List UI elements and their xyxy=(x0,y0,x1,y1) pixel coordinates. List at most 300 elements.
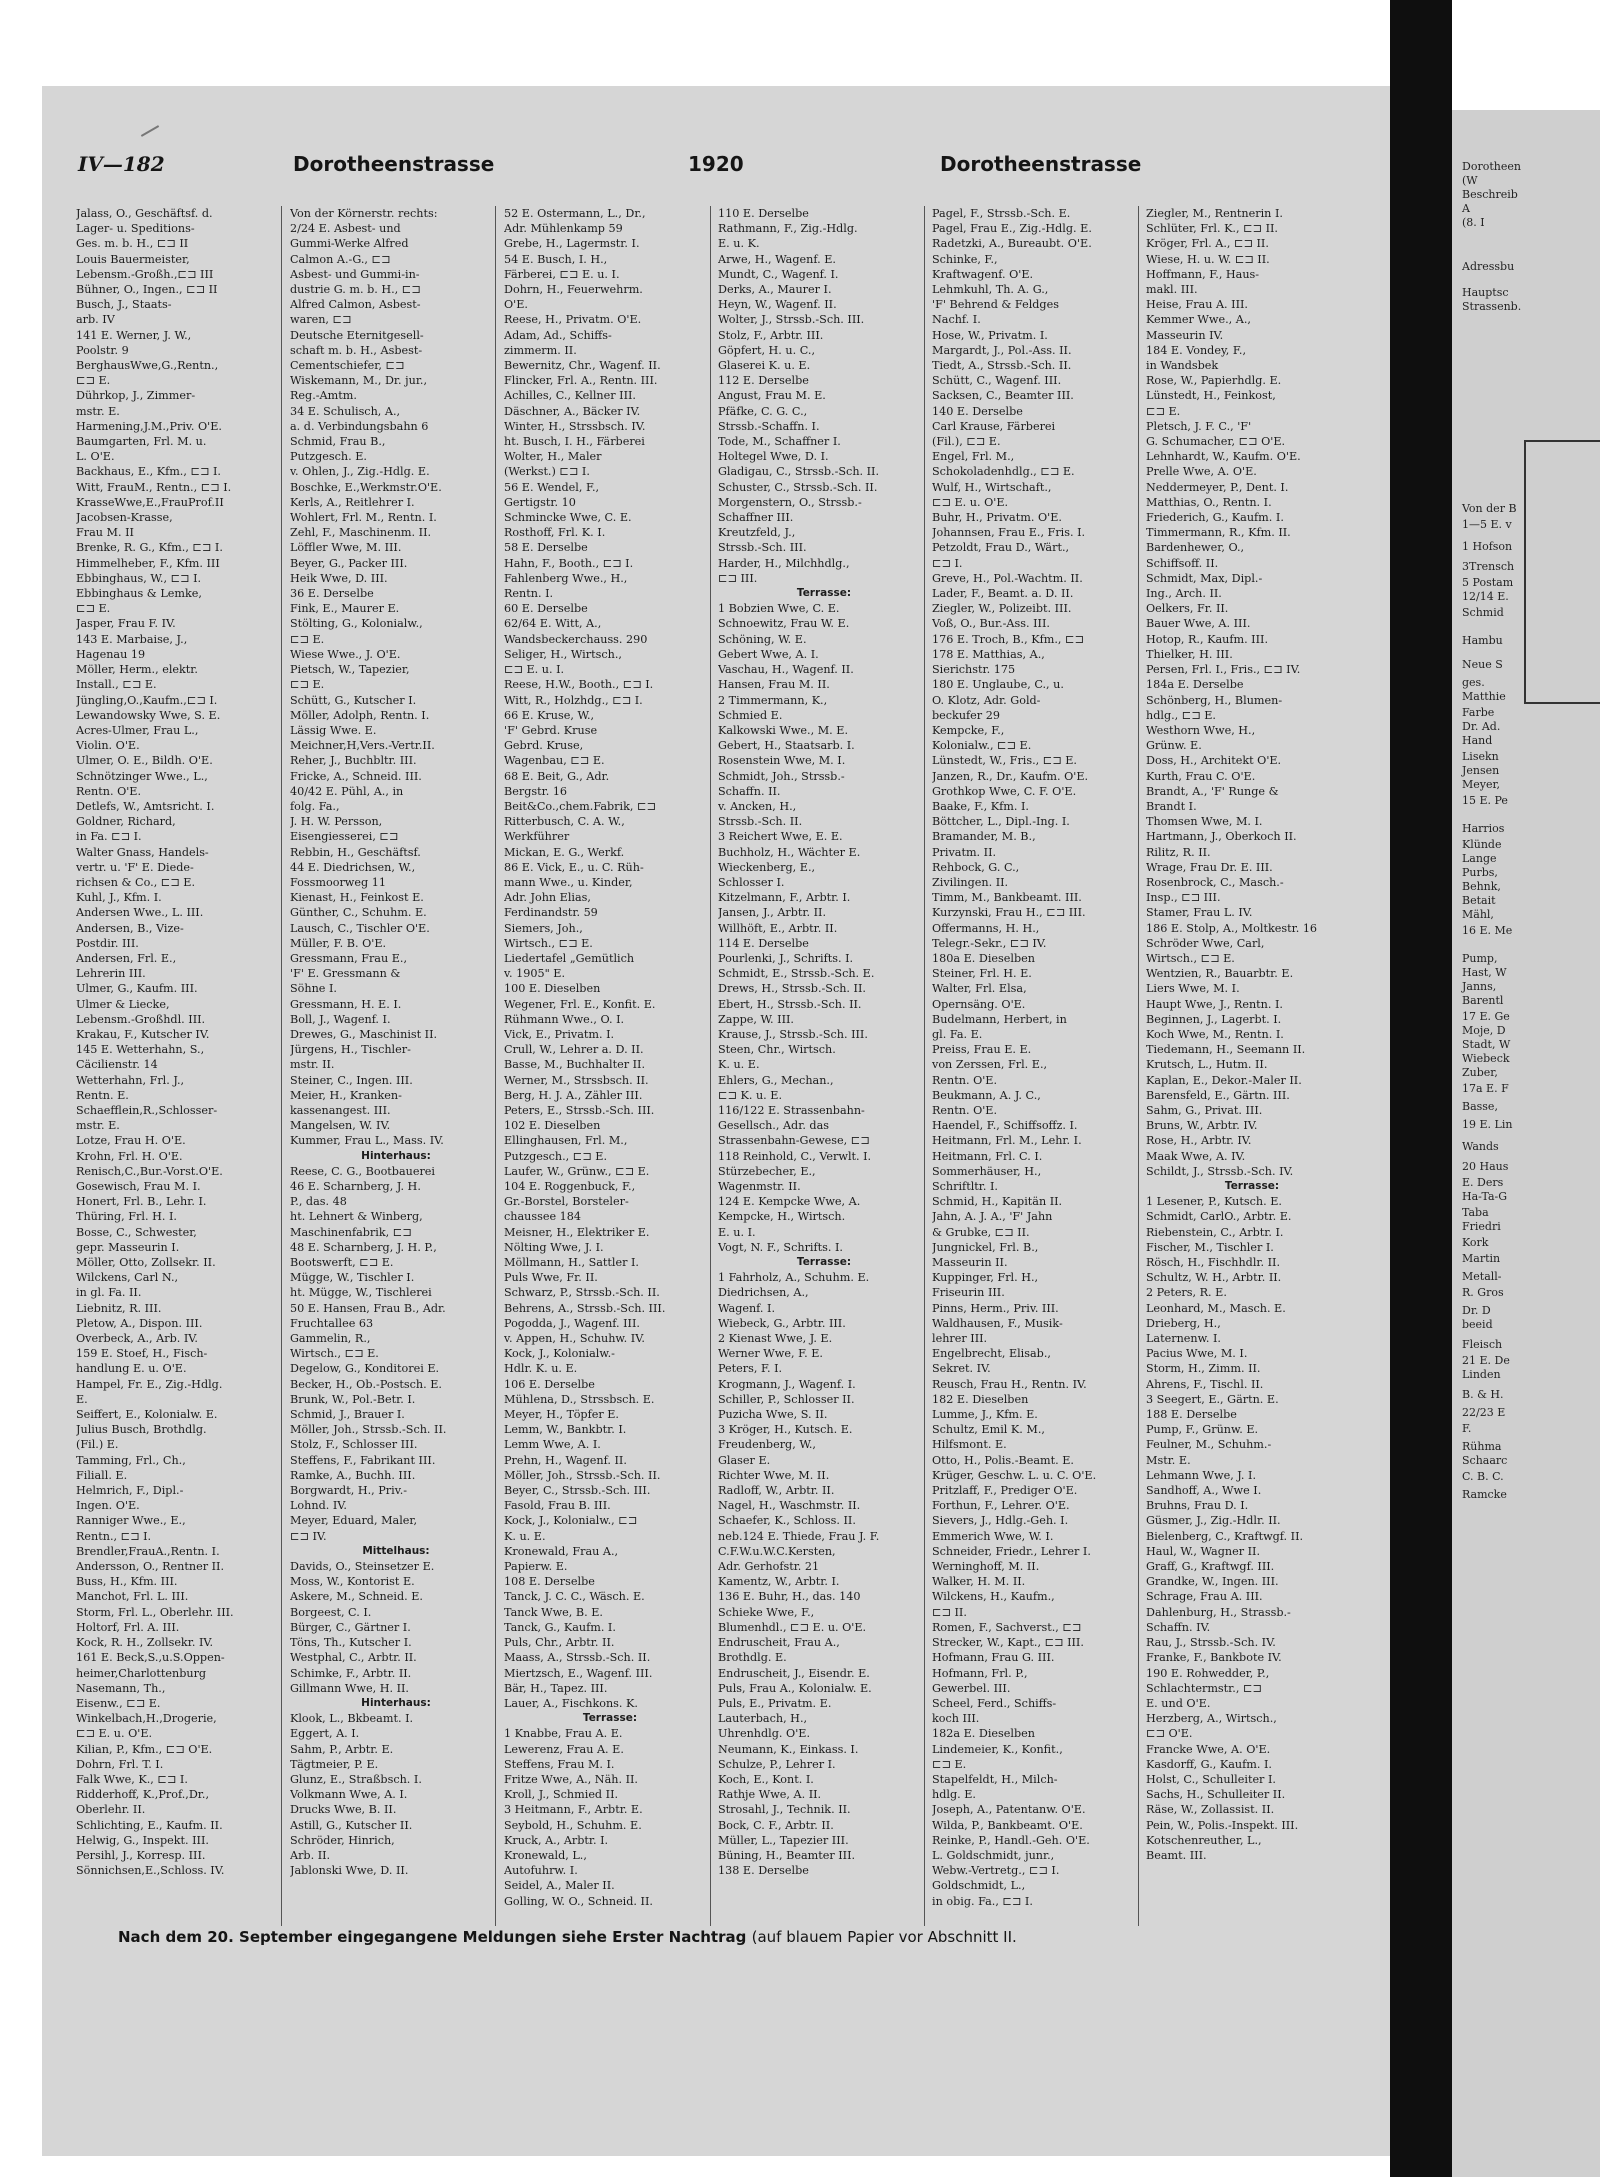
directory-entry: 110 E. Derselbe xyxy=(718,207,809,220)
directory-entry: Frau M. II xyxy=(76,526,134,540)
directory-entry: Poolstr. 9 xyxy=(76,343,129,357)
directory-entry: Overbeck, A., Arb. IV. xyxy=(76,1332,198,1346)
directory-entry: Stolz, F., Arbtr. III. xyxy=(718,328,824,342)
directory-entry: Baumgarten, Frl. M. u. xyxy=(76,435,207,449)
directory-entry: mstr. E. xyxy=(76,404,120,418)
directory-entry: Barensfeld, E., Gärtn. III. xyxy=(1146,1088,1290,1102)
directory-entry: Gebert, H., Staatsarb. I. xyxy=(718,739,855,753)
adjacent-page-line: 5 Postam xyxy=(1462,576,1514,589)
footer-note-bold: Nach dem 20. September eingegangene Meldungen siehe Erster Nachtrag xyxy=(118,1928,747,1946)
directory-column-1 xyxy=(76,206,288,1926)
directory-entry: Schöning, W. E. xyxy=(718,632,807,646)
adjacent-page-line: B. & H. xyxy=(1462,1388,1504,1401)
adjacent-page-line: Kork xyxy=(1462,1236,1489,1249)
directory-entry: E. xyxy=(76,1392,88,1406)
directory-entry: Willhöft, E., Arbtr. II. xyxy=(718,921,838,935)
directory-entry: Heyn, W., Wagenf. II. xyxy=(718,298,837,312)
directory-entry: Kasdorff, G., Kaufm. I. xyxy=(1146,1757,1272,1771)
directory-entry: Holst, C., Schulleiter I. xyxy=(1146,1772,1276,1786)
directory-entry: Ebert, H., Strssb.-Sch. II. xyxy=(718,997,862,1011)
directory-entry: waren, ⊏⊐ xyxy=(290,313,352,327)
directory-entry: Beyer, C., Strssb.-Sch. III. xyxy=(504,1484,651,1498)
directory-entry: makl. III. xyxy=(1146,283,1198,297)
directory-entry: 138 E. Derselbe xyxy=(718,1864,809,1878)
directory-entry: Beyer, G., Packer III. xyxy=(290,556,408,570)
directory-entry: 3 Heitmann, F., Arbtr. E. xyxy=(504,1803,643,1817)
directory-entry: Eisengiesserei, ⊏⊐ xyxy=(290,830,399,844)
directory-entry: Heitmann, Frl. M., Lehr. I. xyxy=(932,1134,1082,1148)
directory-entry: Tägtmeier, P. E. xyxy=(290,1757,379,1771)
directory-entry: Harmening,J.M.,Priv. O'E. xyxy=(76,419,222,433)
directory-entry: Löffler Wwe, M. III. xyxy=(290,541,402,555)
directory-entry: Sekret. IV. xyxy=(932,1362,991,1376)
directory-entry: (Werkst.) ⊏⊐ I. xyxy=(504,465,590,479)
directory-entry: Prehn, H., Wagenf. II. xyxy=(504,1453,627,1467)
adjacent-page-line: 17a E. F xyxy=(1462,1082,1509,1095)
directory-entry: Laternenw. I. xyxy=(1146,1332,1221,1346)
directory-entry: Putzgesch., ⊏⊐ E. xyxy=(504,1149,607,1163)
adjacent-page-line: Hambu xyxy=(1462,634,1503,647)
directory-entry: Kempcke, H., Wirtsch. xyxy=(718,1210,846,1224)
directory-entry: Brandt, A., 'F' Runge & xyxy=(1146,784,1279,798)
directory-entry: Kruck, A., Arbtr. I. xyxy=(504,1833,609,1847)
directory-entry: in obig. Fa., ⊏⊐ I. xyxy=(932,1894,1033,1908)
directory-entry: 145 E. Wetterhahn, S., xyxy=(76,1043,205,1057)
directory-entry: Reese, H., Privatm. O'E. xyxy=(504,313,642,327)
directory-columns xyxy=(70,206,1360,1926)
directory-entry: Acres-Ulmer, Frau L., xyxy=(76,723,199,737)
directory-entry: 182a E. Dieselben xyxy=(932,1727,1035,1741)
directory-entry: Waldhausen, F., Musik- xyxy=(932,1316,1063,1330)
directory-entry: Wagenbau, ⊏⊐ E. xyxy=(504,754,605,768)
directory-entry: 114 E. Derselbe xyxy=(718,936,809,950)
page-header xyxy=(78,152,1358,186)
directory-entry: Seiffert, E., Kolonialw. E. xyxy=(76,1408,218,1422)
directory-entry: Lebensm.-Großh.,⊏⊐ III xyxy=(76,267,214,281)
directory-entry: kassenangest. III. xyxy=(290,1103,391,1117)
directory-entry: Vick, E., Privatm. I. xyxy=(504,1027,615,1041)
directory-entry: 34 E. Schulisch, A., xyxy=(290,404,401,418)
directory-entry: Nagel, H., Waschmstr. II. xyxy=(718,1499,861,1513)
directory-entry: 48 E. Scharnberg, J. H. P., xyxy=(290,1240,437,1254)
directory-entry: Ziegler, M., Rentnerin I. xyxy=(1146,207,1283,220)
directory-entry: Hofmann, Frau G. III. xyxy=(932,1651,1055,1665)
directory-entry: Jansen, J., Arbtr. II. xyxy=(718,906,827,920)
directory-entry: Bär, H., Tapez. III. xyxy=(504,1681,608,1695)
directory-entry: 112 E. Derselbe xyxy=(718,374,809,388)
directory-entry: Golling, W. O., Schneid. II. xyxy=(504,1894,653,1908)
directory-entry: 184 E. Vondey, F., xyxy=(1146,343,1247,357)
directory-entry: Steffens, F., Fabrikant III. xyxy=(290,1453,436,1467)
directory-entry: Schlüter, Frl. K., ⊏⊐ II. xyxy=(1146,222,1278,236)
directory-entry: Terrasse: xyxy=(1224,1180,1280,1192)
adjacent-page-line: (W xyxy=(1462,174,1478,187)
directory-entry: Volkmann Wwe, A. I. xyxy=(290,1788,408,1802)
directory-entry: Reher, J., Buchbltr. III. xyxy=(290,754,417,768)
directory-entry: Gesellsch., Adr. das xyxy=(718,1119,829,1133)
directory-entry: Bruhns, Frau D. I. xyxy=(1146,1499,1249,1513)
directory-entry: Siemers, Joh., xyxy=(504,921,583,935)
directory-entry: Schieke Wwe, F., xyxy=(718,1605,815,1619)
directory-entry: Lemm Wwe, A. I. xyxy=(504,1438,601,1452)
directory-entry: von Zerssen, Frl. E., xyxy=(932,1058,1048,1072)
directory-entry: gepr. Masseurin I. xyxy=(76,1240,180,1254)
directory-entry: Schokoladenhdlg., ⊏⊐ E. xyxy=(932,465,1075,479)
directory-entry: Gladigau, C., Strssb.-Sch. II. xyxy=(718,465,880,479)
directory-entry: Koch, E., Kont. I. xyxy=(718,1772,814,1786)
directory-entry: Klook, L., Bkbeamt. I. xyxy=(290,1712,414,1726)
adjacent-page-line: 1 Hofson xyxy=(1462,540,1513,553)
directory-entry: Degelow, G., Konditorei E. xyxy=(290,1362,440,1376)
directory-entry: Koch Wwe, M., Rentn. I. xyxy=(1146,1027,1284,1041)
directory-entry: a. d. Verbindungsbahn 6 xyxy=(290,419,429,433)
adjacent-page-line: Wiebeck xyxy=(1462,1052,1510,1065)
adjacent-page-line: 15 E. Pe xyxy=(1462,794,1508,807)
directory-entry: Heitmann, Frl. C. I. xyxy=(932,1149,1043,1163)
directory-entry: Postdir. III. xyxy=(76,936,139,950)
adjacent-page-line: Beschreib xyxy=(1462,188,1518,201)
directory-entry: Hose, W., Privatm. I. xyxy=(932,328,1048,342)
directory-entry: Wohlert, Frl. M., Rentn. I. xyxy=(290,511,437,525)
directory-entry: Calmon A.-G., ⊏⊐ xyxy=(290,252,391,266)
directory-entry: Walter Gnass, Handels- xyxy=(76,845,209,859)
directory-entry: (Fil.) E. xyxy=(76,1438,119,1452)
directory-entry: Rose, H., Arbtr. IV. xyxy=(1146,1134,1252,1148)
directory-entry: 180a E. Dieselben xyxy=(932,951,1035,965)
adjacent-page-line: Ramcke xyxy=(1462,1488,1507,1501)
directory-entry: Buchholz, H., Wächter E. xyxy=(718,845,861,859)
directory-entry: Carl Krause, Färberei xyxy=(932,419,1056,433)
directory-entry: ⊏⊐ III. xyxy=(718,571,758,585)
directory-entry: Manchot, Frl. L. III. xyxy=(76,1590,189,1604)
adjacent-page-line: 16 E. Me xyxy=(1462,924,1513,937)
directory-entry: Strssb.-Sch. III. xyxy=(718,541,807,555)
directory-entry: 2/24 E. Asbest- und xyxy=(290,222,401,236)
directory-entry: Bergstr. 16 xyxy=(504,784,568,798)
directory-entry: Ing., Arch. II. xyxy=(1146,587,1222,601)
directory-entry: Storm, Frl. L., Oberlehr. III. xyxy=(76,1605,234,1619)
directory-entry: Masseurin II. xyxy=(932,1256,1008,1270)
directory-entry: Kummer, Frau L., Mass. IV. xyxy=(290,1134,444,1148)
directory-entry: Hampel, Fr. E., Zig.-Hdlg. xyxy=(76,1377,223,1391)
directory-entry: in Wandsbek xyxy=(1146,359,1219,373)
adjacent-page-line: Betait xyxy=(1462,894,1496,907)
directory-entry: Schmincke Wwe, C. E. xyxy=(504,511,632,525)
directory-entry: Wegener, Frl. E., Konfit. E. xyxy=(504,997,656,1011)
directory-entry: Stölting, G., Kolonialw., xyxy=(290,617,423,631)
directory-entry: Schulze, P., Lehrer I. xyxy=(718,1757,836,1771)
directory-entry: Haul, W., Wagner II. xyxy=(1146,1544,1261,1558)
directory-entry: Gillmann Wwe, H. II. xyxy=(290,1681,409,1695)
directory-entry: Terrasse: xyxy=(796,587,852,600)
directory-entry: O. Klotz, Adr. Gold- xyxy=(932,693,1041,707)
directory-entry: Sievers, J., Hdlg.-Geh. I. xyxy=(932,1514,1069,1528)
adjacent-page-line: (8. I xyxy=(1462,216,1485,229)
directory-entry: Joseph, A., Patentanw. O'E. xyxy=(932,1803,1086,1817)
directory-entry: Pinns, Herm., Priv. III. xyxy=(932,1301,1059,1315)
directory-entry: Bauer Wwe, A. III. xyxy=(1146,617,1251,631)
directory-entry: v. Ohlen, J., Zig.-Hdlg. E. xyxy=(290,465,430,479)
directory-entry: Liebnitz, R. III. xyxy=(76,1301,162,1315)
directory-entry: Rösch, H., Fischhdlr. II. xyxy=(1146,1256,1281,1270)
directory-entry: Meier, H., Kranken- xyxy=(290,1088,402,1102)
directory-entry: Rentn. O'E. xyxy=(932,1073,998,1087)
directory-entry: Telegr.-Sekr., ⊏⊐ IV. xyxy=(932,936,1047,950)
directory-entry: Ferdinandstr. 59 xyxy=(504,906,598,920)
directory-entry: hdlg., ⊏⊐ E. xyxy=(1146,708,1216,722)
directory-column-5 xyxy=(932,206,1144,1926)
directory-entry: Puls, E., Privatm. E. xyxy=(718,1696,832,1710)
directory-entry: Drucks Wwe, B. II. xyxy=(290,1803,397,1817)
adjacent-page-line: R. Gros xyxy=(1462,1286,1504,1299)
directory-entry: Rentn. I. xyxy=(504,587,554,601)
adjacent-page-line: Taba xyxy=(1462,1206,1489,1219)
directory-entry: Von der Körnerstr. rechts: xyxy=(290,207,438,220)
directory-entry: Jürgens, H., Tischler- xyxy=(290,1043,411,1057)
directory-entry: Stapelfeldt, H., Milch- xyxy=(932,1772,1058,1786)
directory-entry: Böttcher, L., Dipl.-Ing. I. xyxy=(932,815,1070,829)
adjacent-page-line: Barentl xyxy=(1462,994,1504,1007)
adjacent-page-line: Neue S xyxy=(1462,658,1503,671)
directory-entry: Timmermann, R., Kfm. II. xyxy=(1146,526,1291,540)
directory-entry: 1 Knabbe, Frau A. E. xyxy=(504,1727,623,1741)
directory-entry: Jungnickel, Frl. B., xyxy=(932,1240,1039,1254)
directory-entry: Rosenbrock, C., Masch.- xyxy=(1146,875,1284,889)
directory-entry: Seybold, H., Schuhm. E. xyxy=(504,1818,642,1832)
directory-entry: Ellinghausen, Frl. M., xyxy=(504,1134,628,1148)
directory-column-2 xyxy=(290,206,502,1926)
directory-entry: mstr. II. xyxy=(290,1058,335,1072)
directory-entry: Ulmer & Liecke, xyxy=(76,997,170,1011)
adjacent-page-line: Basse, xyxy=(1462,1100,1498,1113)
adjacent-page-line: Wands xyxy=(1462,1140,1499,1153)
directory-entry: 36 E. Derselbe xyxy=(290,587,374,601)
directory-entry: Buhr, H., Privatm. O'E. xyxy=(932,511,1062,525)
directory-entry: Boschke, E.,Werkmstr.O'E. xyxy=(290,480,442,494)
directory-entry: Angust, Frau M. E. xyxy=(718,389,826,403)
directory-entry: Schaffner III. xyxy=(718,511,794,525)
directory-entry: Wetterhahn, Frl. J., xyxy=(76,1073,185,1087)
directory-entry: Eggert, A. I. xyxy=(290,1727,360,1741)
directory-entry: 68 E. Beit, G., Adr. xyxy=(504,769,610,783)
directory-entry: Goldner, Richard, xyxy=(76,815,176,829)
directory-entry: Mstr. E. xyxy=(1146,1453,1191,1467)
directory-entry: Kitzelmann, F., Arbtr. I. xyxy=(718,891,851,905)
year: 1920 xyxy=(688,152,744,176)
directory-entry: Uhrenhdlg. O'E. xyxy=(718,1727,810,1741)
directory-entry: Maschinenfabrik, ⊏⊐ xyxy=(290,1225,412,1239)
directory-entry: Endruscheit, J., Eisendr. E. xyxy=(718,1666,870,1680)
directory-entry: 'F' Behrend & Feldges xyxy=(932,298,1059,312)
directory-column-6 xyxy=(1146,206,1358,1926)
directory-entry: Schmid, Frau B., xyxy=(290,435,386,449)
directory-entry: Rose, W., Papierhdlg. E. xyxy=(1146,374,1282,388)
directory-entry: Schaffn. IV. xyxy=(1146,1620,1211,1634)
directory-entry: 186 E. Stolp, A., Moltkestr. 16 xyxy=(1146,921,1318,935)
directory-entry: Müller, F. B. O'E. xyxy=(290,936,387,950)
directory-entry: Fink, E., Maurer E. xyxy=(290,602,400,616)
adjacent-page-line: Pump, xyxy=(1462,952,1498,965)
directory-entry: Moss, W., Kontorist E. xyxy=(290,1575,415,1589)
directory-entry: Richter Wwe, M. II. xyxy=(718,1468,830,1482)
directory-entry: Jasper, Frau F. IV. xyxy=(76,617,176,631)
directory-entry: Herzberg, A., Wirtsch., xyxy=(1146,1712,1277,1726)
directory-entry: K. u. E. xyxy=(718,1058,760,1072)
directory-entry: Schlosser I. xyxy=(718,875,785,889)
directory-entry: Boll, J., Wagenf. I. xyxy=(290,1012,391,1026)
directory-entry: Wilckens, Carl N., xyxy=(76,1271,179,1285)
directory-entry: Tiedt, A., Strssb.-Sch. II. xyxy=(932,359,1072,373)
directory-entry: Jahn, A. J. A., 'F' Jahn xyxy=(932,1210,1053,1224)
directory-entry: ht. Lehnert & Winberg, xyxy=(290,1210,423,1224)
directory-entry: 108 E. Derselbe xyxy=(504,1575,595,1589)
directory-entry: Glunz, E., Straßbsch. I. xyxy=(290,1772,422,1786)
directory-entry: Adr. John Elias, xyxy=(504,891,591,905)
directory-entry: Hinterhaus: xyxy=(361,1149,431,1162)
directory-entry: Blumenhdl., ⊏⊐ E. u. O'E. xyxy=(718,1620,867,1634)
directory-entry: 54 E. Busch, I. H., xyxy=(504,252,608,266)
directory-entry: Heise, Frau A. III. xyxy=(1146,298,1248,312)
street-title-right: Dorotheenstrasse xyxy=(940,152,1142,176)
adjacent-page-line: Friedri xyxy=(1462,1220,1501,1233)
directory-entry: Strecker, W., Kapt., ⊏⊐ III. xyxy=(932,1636,1084,1650)
directory-entry: Kraftwagenf. O'E. xyxy=(932,267,1034,281)
directory-entry: ⊏⊐ E. xyxy=(76,602,111,616)
directory-entry: Andersen, B., Vize- xyxy=(76,921,184,935)
directory-entry: Kerls, A., Reitlehrer I. xyxy=(290,495,415,509)
directory-entry: Wirtsch., ⊏⊐ E. xyxy=(1146,951,1235,965)
directory-entry: Insp., ⊏⊐ III. xyxy=(1146,891,1221,905)
directory-entry: Sierichstr. 175 xyxy=(932,663,1016,677)
directory-entry: Winter, H., Strssbsch. IV. xyxy=(504,419,646,433)
directory-entry: Ziegler, W., Polizeibt. III. xyxy=(932,602,1072,616)
directory-entry: Fasold, Frau B. III. xyxy=(504,1499,611,1513)
directory-entry: Webw.-Vertretg., ⊏⊐ I. xyxy=(932,1864,1060,1878)
directory-entry: Haupt Wwe, J., Rentn. I. xyxy=(1146,997,1283,1011)
directory-entry: Harder, H., Milchhdlg., xyxy=(718,556,850,570)
directory-entry: zimmerm. II. xyxy=(504,343,577,357)
directory-entry: Werner Wwe, F. E. xyxy=(718,1347,823,1361)
directory-entry: Schütt, C., Wagenf. III. xyxy=(932,374,1062,388)
directory-entry: 62/64 E. Witt, A., xyxy=(504,617,602,631)
directory-entry: Beginnen, J., Lagerbt. I. xyxy=(1146,1012,1282,1026)
directory-entry: Gressmann, Frau E., xyxy=(290,951,408,965)
directory-entry: Schnoewitz, Frau W. E. xyxy=(718,617,850,631)
directory-entry: 136 E. Buhr, H., das. 140 xyxy=(718,1590,861,1604)
adjacent-page-line: 20 Haus xyxy=(1462,1160,1509,1173)
directory-entry: ⊏⊐ E. u. O'E. xyxy=(932,495,1009,509)
directory-entry: Emmerich Wwe, W. I. xyxy=(932,1529,1054,1543)
directory-entry: Endruscheit, Frau A., xyxy=(718,1636,840,1650)
footer-note xyxy=(118,1928,1017,1946)
directory-entry: Peters, F. I. xyxy=(718,1362,783,1376)
directory-entry: Dohrn, H., Feuerwehrm. xyxy=(504,283,643,297)
directory-entry: Oelkers, Fr. II. xyxy=(1146,602,1229,616)
directory-entry: arb. IV xyxy=(76,313,115,327)
directory-entry: Alfred Calmon, Asbest- xyxy=(290,298,421,312)
directory-entry: Kroll, J., Schmied II. xyxy=(504,1788,619,1802)
directory-entry: Krause, J., Strssb.-Sch. III. xyxy=(718,1027,868,1041)
directory-entry: Ritterbusch, C. A. W., xyxy=(504,815,625,829)
directory-entry: Schultz, W. H., Arbtr. II. xyxy=(1146,1271,1282,1285)
directory-entry: Meichner,H,Vers.-Vertr.II. xyxy=(290,739,435,753)
directory-entry: Tanck, J. C. C., Wäsch. E. xyxy=(504,1590,645,1604)
directory-entry: Wolter, H., Maler xyxy=(504,450,602,464)
directory-entry: Leonhard, M., Masch. E. xyxy=(1146,1301,1286,1315)
adjacent-page-line: Hast, W xyxy=(1462,966,1507,979)
directory-entry: Schneider, Friedr., Lehrer I. xyxy=(932,1544,1091,1558)
directory-entry: Wilda, P., Bankbeamt. O'E. xyxy=(932,1818,1083,1832)
directory-entry: Lebensm.-Großhdl. III. xyxy=(76,1012,206,1026)
directory-entry: Goldschmidt, L., xyxy=(932,1879,1026,1893)
adjacent-page-line: Martin xyxy=(1462,1252,1501,1265)
directory-entry: 124 E. Kempcke Wwe, A. xyxy=(718,1195,861,1209)
directory-entry: Schuster, C., Strssb.-Sch. II. xyxy=(718,480,878,494)
directory-entry: Gummi-Werke Alfred xyxy=(290,237,409,251)
adjacent-page-line: Zuber, xyxy=(1462,1066,1498,1079)
directory-entry: Kock, J., Kolonialw., ⊏⊐ xyxy=(504,1514,638,1528)
directory-entry: Hoffmann, F., Haus- xyxy=(1146,267,1260,281)
directory-entry: Jüngling,O.,Kaufm.,⊏⊐ I. xyxy=(76,693,218,707)
directory-entry: Persihl, J., Korresp. III. xyxy=(76,1848,206,1862)
directory-entry: Wrage, Frau Dr. E. III. xyxy=(1146,860,1273,874)
directory-entry: Stamer, Frau L. IV. xyxy=(1146,906,1253,920)
directory-entry: Rentn. O'E. xyxy=(932,1103,998,1117)
directory-entry: Beamt. III. xyxy=(1146,1848,1207,1862)
directory-entry: Grothkop Wwe, C. F. O'E. xyxy=(932,784,1077,798)
directory-entry: Pagel, Frau E., Zig.-Hdlg. E. xyxy=(932,222,1092,236)
directory-entry: vertr. u. 'F' E. Diede- xyxy=(76,860,194,874)
directory-entry: Werninghoff, M. II. xyxy=(932,1560,1040,1574)
directory-entry: Schultz, Emil K. M., xyxy=(932,1423,1045,1437)
directory-entry: Mittelhaus: xyxy=(362,1544,430,1557)
adjacent-page-line: Dr. D xyxy=(1462,1304,1491,1317)
adjacent-page-line: Klünde xyxy=(1462,838,1502,851)
directory-entry: Kolonialw., ⊏⊐ E. xyxy=(932,739,1032,753)
directory-entry: lehrer III. xyxy=(932,1332,988,1346)
directory-entry: 2 Peters, R. E. xyxy=(1146,1286,1227,1300)
directory-entry: Timm, M., Bankbeamt. III. xyxy=(932,891,1082,905)
directory-entry: Schaffn. II. xyxy=(718,784,781,798)
directory-entry: Brendler,FrauA.,Rentn. I. xyxy=(76,1544,220,1558)
directory-entry: 3 Seegert, E., Gärtn. E. xyxy=(1146,1392,1279,1406)
directory-entry: Dührkop, J., Zimmer- xyxy=(76,389,196,403)
directory-entry: Bielenberg, C., Kraftwgf. II. xyxy=(1146,1529,1304,1543)
directory-entry: Ramke, A., Buchh. III. xyxy=(290,1468,416,1482)
adjacent-page-line: F. xyxy=(1462,1422,1472,1435)
adjacent-page xyxy=(1452,110,1600,2177)
directory-entry: Steffens, Frau M. I. xyxy=(504,1757,615,1771)
directory-entry: Dahlenburg, H., Strassb.- xyxy=(1146,1605,1291,1619)
directory-entry: Kröger, Frl. A., ⊏⊐ II. xyxy=(1146,237,1269,251)
directory-entry: Werner, M., Strssbsch. II. xyxy=(504,1073,649,1087)
directory-entry: ⊏⊐ E. u. O'E. xyxy=(76,1727,153,1741)
directory-entry: 178 E. Matthias, A., xyxy=(932,647,1045,661)
directory-entry: 143 E. Marbaise, J., xyxy=(76,632,188,646)
adjacent-page-line: Ha-Ta-G xyxy=(1462,1190,1508,1203)
directory-entry: Hartmann, J., Oberkoch II. xyxy=(1146,830,1297,844)
directory-entry: Rehbock, G. C., xyxy=(932,860,1020,874)
directory-entry: Nachf. I. xyxy=(932,313,981,327)
directory-entry: chaussee 184 xyxy=(504,1210,581,1224)
directory-entry: Krüger, Geschw. L. u. C. O'E. xyxy=(932,1468,1097,1482)
directory-entry: Walker, H. M. II. xyxy=(932,1575,1026,1589)
adjacent-page-line: Jensen xyxy=(1462,764,1500,777)
directory-entry: O'E. xyxy=(504,298,528,312)
adjacent-page-line: Farbe xyxy=(1462,706,1495,719)
directory-entry: Offermanns, H. H., xyxy=(932,921,1040,935)
directory-entry: Schönberg, H., Blumen- xyxy=(1146,693,1283,707)
